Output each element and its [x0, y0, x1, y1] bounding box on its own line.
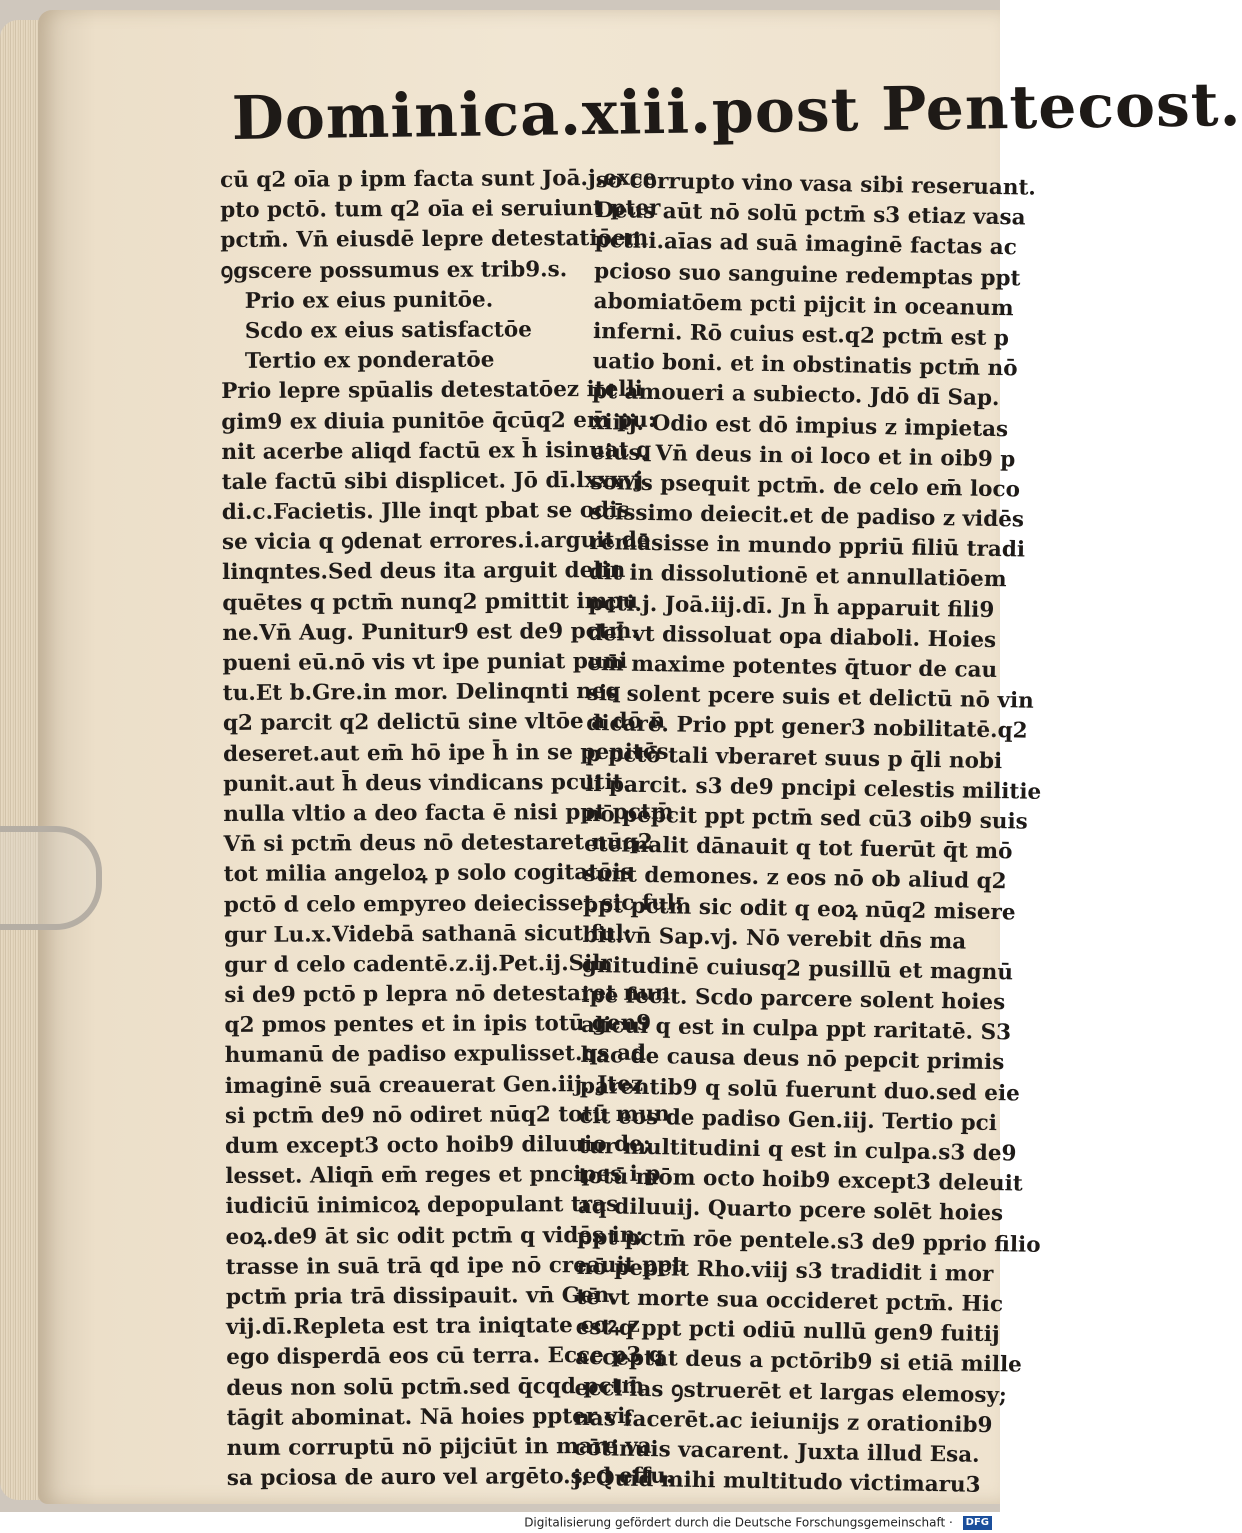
bookmark-clip — [0, 826, 102, 930]
right-text-column — [572, 166, 1042, 1501]
text-line: xiiij. Odio est dō impius z impietas — [591, 409, 1009, 442]
text-line: dit in dissolutionē et annullatiōem — [588, 560, 1007, 593]
text-line: nulla vltio a deo facta ē nisi ppt pctm̄ — [223, 799, 674, 827]
text-line: dei vt dissoluat opa diaboli. Hoies — [587, 620, 997, 653]
text-line: eccl'ias ꝯstruerēt et largas elemosy; — [574, 1375, 1008, 1408]
text-line: q2 parcit q2 delictū sine vltōe a dō n̄ — [222, 709, 666, 737]
text-line: nō pepcit Rho.viij s3 tradidit i mor — [576, 1254, 994, 1287]
text-line: bit.vn̄ Sap.vj. Nō verebit dn̄s ma — [582, 922, 967, 955]
text-line: pto pctō. tum q2 oīa ei seruiunt pter — [220, 195, 661, 224]
text-line: Scdo ex eius satisfactōe — [244, 317, 532, 344]
dfg-logo: DFG — [963, 1516, 992, 1530]
text-line: tē vt morte sua occideret pctm̄. Hic — [576, 1284, 1004, 1318]
text-line: q2 pmos pentes et in ipis totū gen9 — [224, 1011, 652, 1039]
text-line: alicui q est in culpa ppt raritatē. S3 — [580, 1013, 1012, 1046]
text-line: tot milia angeloꝝ p solo cogitatōis — [223, 860, 633, 888]
text-line: pcioso suo sanguine redemptas ppt — [593, 258, 1021, 291]
footer-credit-text: Digitalisierung gefördert durch die Deutsche Forschungsgemeinschaft · — [524, 1515, 953, 1530]
text-line: vij.dī.Repleta est tra iniqtate coꝝ z — [226, 1312, 640, 1341]
text-line: Vn̄ si pctm̄ deus nō detestaret nūq2 — [223, 829, 653, 858]
text-line: tāgit abominat. Nā hoies ppter vi; — [226, 1403, 634, 1431]
text-line: deseret.aut em̄ hō ipe h̄ in se penitēs — [223, 739, 669, 767]
text-line: pctm̄. Vn̄ eiusdē lepre detestatiōem — [220, 226, 649, 254]
text-line: gur d celo cadentē.z.ij.Pet.ij.Silr — [224, 950, 612, 978]
text-line: eternalit dānauit q tot fuerūt q̄t mō — [583, 832, 1013, 865]
text-line: humanū de padiso expulisset.qs ad — [224, 1041, 647, 1069]
text-line: so corrupto vino vasa sibi reseruant. — [595, 167, 1037, 201]
text-line: tu.Et b.Gre.in mor. Delinqnti neq — [222, 679, 621, 707]
text-line: uatio boni. et in obstinatis pctm̄ nō — [592, 349, 1018, 382]
text-line: abomiatōem pcti pijcit in oceanum — [593, 288, 1014, 322]
text-line: pcti.i.aīas ad suā imaginē factas ac — [594, 228, 1018, 261]
text-line: sa pciosa de auro vel argēto.sed effu. — [226, 1463, 674, 1492]
text-line: cōtinuis vacarent. Juxta illud Esa. — [573, 1435, 980, 1468]
text-line: num corruptū nō pijciūt in mare va — [226, 1433, 652, 1461]
text-line: iudiciū inimicoꝝ depopulant tras — [225, 1192, 619, 1220]
left-text-column — [220, 164, 683, 1494]
text-line: nas facerēt.ac ieiunijs z orationib9 — [573, 1405, 993, 1438]
text-line: aq diluuij. Quarto pcere solēt hoies — [577, 1194, 1004, 1227]
text-line: sunt demones. z eos nō ob aliud q2 — [583, 862, 1007, 895]
text-line: li parcit. s3 de9 pncipi celestis militie — [584, 771, 1042, 805]
text-line: j. Quid mihi multitudo victimaru3 — [572, 1465, 981, 1498]
text-line: ne.Vn̄ Aug. Punitur9 est de9 pctm̄. — [222, 618, 640, 646]
text-line: ipe fecit. Scdo parcere solent hoies — [581, 982, 1006, 1016]
text-line: pt amoueri a subiecto. Jdō dī Sap. — [591, 379, 1000, 412]
text-line: acceptat deus a pctōrib9 si etiā mille — [574, 1345, 1023, 1378]
text-line: nit acerbe aliqd factū ex h̄ isinuat q — [221, 437, 652, 465]
text-line: trasse in suā trā qd ipe nō creauit ppt — [225, 1252, 683, 1280]
running-head: Dominica.xiii.post Pentecost. — [231, 69, 1242, 154]
text-line: se vicia q ꝯdenat errores.i.arguit de — [221, 528, 651, 556]
text-line: sis solent pcere suis et delictū nō vin — [586, 681, 1034, 714]
text-line: deus non solū pctm̄.sed q̄cqd pctm̄ — [226, 1373, 645, 1401]
text-line: Tertio ex ponderatōe — [244, 347, 495, 374]
text-line: p pctō tali vberaret suus p q̄li nobi — [585, 741, 1003, 774]
text-line: nō pepcit ppt pctm̄ sed cū3 oib9 suis — [584, 801, 1028, 835]
text-line: ꝯgscere possumus ex trib9.s. — [220, 256, 568, 284]
text-line: pueni eū.nō vis vt ipe puniat puni — [222, 648, 628, 676]
text-line: linqntes.Sed deus ita arguit delin — [222, 558, 626, 586]
text-line: scīssimo deiecit.et de padiso z vidēs — [589, 500, 1025, 533]
text-line: hac de causa deus nō pepcit primis — [580, 1043, 1005, 1076]
text-line: dicare. Prio ppt gener3 nobilitatē.q2 — [586, 711, 1028, 744]
text-line: est q ppt pcti odiū nullū gen9 fuitij — [575, 1314, 1000, 1348]
text-line: ppt pctm̄ sic odit q eoꝝ nūq2 misere — [582, 892, 1016, 925]
text-line: cū q2 oīa p ipm facta sunt Joā.j.exce — [220, 165, 657, 193]
text-line: gim9 ex diuia punitōe q̄cūq2 em̄ pu: — [221, 407, 656, 435]
text-line: ppt pctm̄ rōe pentele.s3 de9 pprio filio — [577, 1224, 1041, 1258]
text-line: tale factū sibi displicet. Jō dī.lxxxvj. — [221, 467, 651, 495]
text-line: cit eos de padiso Gen.iij. Tertio pci — [579, 1103, 998, 1136]
text-line: inferni. Rō cuius est.q2 pctm̄ est p — [592, 318, 1010, 352]
text-line: parentib9 q solū fuerunt duo.sed eie — [579, 1073, 1021, 1107]
text-line: eius. Vn̄ deus in oi loco et in oib9 p — [590, 439, 1016, 473]
text-line: Deus aūt nō solū pctm̄ s3 etiaz vasa — [595, 198, 1026, 231]
text-line: dum except3 octo hoib9 diluuio de; — [225, 1131, 651, 1159]
text-line: tur multitudini q est in culpa.s3 de9 — [578, 1133, 1017, 1167]
text-line: imaginē suā creauerat Gen.iij. Jtez — [224, 1071, 644, 1099]
text-line: em̄ maxime potentes q̄tuor de cau — [587, 650, 998, 684]
text-line: Prio ex eius punitōe. — [244, 287, 494, 314]
text-line: di.c.Facietis. Jlle inqt pbat se odis — [221, 497, 630, 526]
text-line: punit.aut h̄ deus vindicans pcutit. — [223, 769, 631, 797]
text-line: ego disperdā eos cū terra. Ecce p3 q — [226, 1343, 664, 1371]
text-line: Prio lepre spūalis detestatōez itelli — [221, 377, 643, 405]
text-line: pctm̄ pria trā dissipauit. vn̄ Gen. — [225, 1282, 617, 1310]
text-line: pcti.j. Joā.iij.dī. Jn h̄ apparuit fili9 — [588, 590, 995, 623]
text-line: si pctm̄ de9 nō odiret nūq2 totū mun — [224, 1101, 670, 1129]
text-line: totū mōm octo hoib9 except3 deleuit — [578, 1164, 1023, 1197]
text-line: quētes q pctm̄ nunq2 pmittit impu — [222, 588, 639, 616]
text-line: remāsisse in mundo ppriū filiū tradi — [589, 530, 1026, 563]
text-line: gur Lu.x.Videbā sathanā sicut ful: — [223, 920, 632, 948]
text-line: eoꝝ.de9 āt sic odit pctm̄ q vidēs in; — [225, 1222, 644, 1250]
text-line: gnitudinē cuiusq2 pusillū et magnū — [581, 952, 1014, 986]
text-line: pctō d celo empyreo deiecisset sic ful: — [223, 890, 683, 918]
digitization-footer — [0, 1512, 1000, 1532]
text-line: si de9 pctō p lepra nō detestaret nun — [224, 980, 671, 1009]
text-line: sonis psequit pctm̄. de celo em̄ loco — [590, 469, 1021, 503]
text-line: lesset. Aliqn̄ em̄ reges et pncipes i p — [225, 1161, 661, 1190]
